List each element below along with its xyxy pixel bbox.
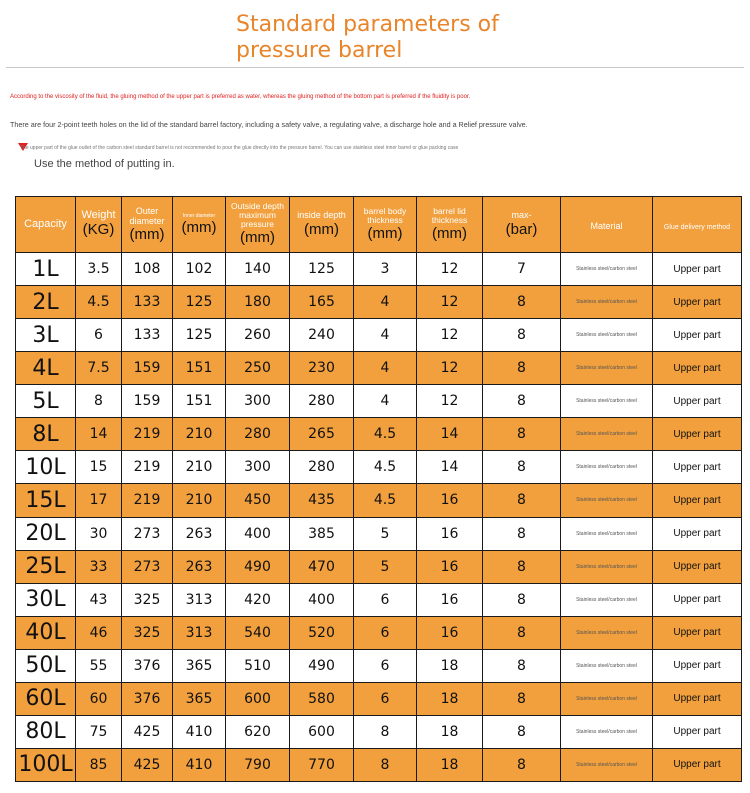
header-outer-diameter: Outer diameter (mm) <box>122 197 173 253</box>
glue-method-cell: Upper part <box>653 715 742 748</box>
inner-diameter-cell: 210 <box>173 418 226 451</box>
outside-depth-cell: 260 <box>226 319 290 352</box>
inside-depth-cell: 600 <box>290 715 354 748</box>
weight-cell: 15 <box>76 451 122 484</box>
note-method: Use the method of putting in. <box>34 158 175 170</box>
table-row <box>16 418 742 451</box>
material-cell: Stainless steel/carbon steel <box>561 484 653 517</box>
outside-depth-cell: 540 <box>226 616 290 649</box>
header-lid-thickness: barrel lid thickness (mm) <box>417 197 483 253</box>
inner-diameter-cell: 365 <box>173 649 226 682</box>
parameters-table <box>15 196 742 782</box>
weight-cell: 7.5 <box>76 352 122 385</box>
inside-depth-cell: 280 <box>290 385 354 418</box>
body-thickness-cell: 6 <box>354 682 417 715</box>
inside-depth-cell: 265 <box>290 418 354 451</box>
outside-depth-cell: 300 <box>226 451 290 484</box>
table-row <box>16 484 742 517</box>
outside-depth-cell: 140 <box>226 253 290 286</box>
outer-diameter-cell: 425 <box>122 715 173 748</box>
table-row <box>16 583 742 616</box>
lid-thickness-cell: 18 <box>417 748 483 781</box>
max-pressure-cell: 8 <box>483 352 561 385</box>
capacity-cell: 10L <box>16 451 76 484</box>
lid-thickness-cell: 16 <box>417 583 483 616</box>
outer-diameter-cell: 133 <box>122 286 173 319</box>
weight-cell: 85 <box>76 748 122 781</box>
capacity-cell: 4L <box>16 352 76 385</box>
weight-cell: 14 <box>76 418 122 451</box>
outside-depth-cell: 180 <box>226 286 290 319</box>
weight-cell: 30 <box>76 517 122 550</box>
outer-diameter-cell: 133 <box>122 319 173 352</box>
capacity-cell: 30L <box>16 583 76 616</box>
body-thickness-cell: 5 <box>354 517 417 550</box>
glue-method-cell: Upper part <box>653 484 742 517</box>
glue-method-cell: Upper part <box>653 352 742 385</box>
body-thickness-cell: 8 <box>354 748 417 781</box>
material-cell: Stainless steel/carbon steel <box>561 616 653 649</box>
material-cell: Stainless steel/carbon steel <box>561 682 653 715</box>
header-inside-depth: inside depth (mm) <box>290 197 354 253</box>
inner-diameter-cell: 151 <box>173 385 226 418</box>
outer-diameter-cell: 219 <box>122 484 173 517</box>
outer-diameter-cell: 376 <box>122 682 173 715</box>
outside-depth-cell: 510 <box>226 649 290 682</box>
table-row <box>16 352 742 385</box>
material-cell: Stainless steel/carbon steel <box>561 715 653 748</box>
outside-depth-cell: 280 <box>226 418 290 451</box>
max-pressure-cell: 8 <box>483 682 561 715</box>
lid-thickness-cell: 14 <box>417 451 483 484</box>
note-carbon-steel: The upper part of the glue outlet of the carbon steel standard barrel is not recommended to pour the glue directly into the pressure barrel. You can use stainless steel inner barrel or glue packing case <box>20 145 459 151</box>
weight-cell: 60 <box>76 682 122 715</box>
outside-depth-cell: 420 <box>226 583 290 616</box>
lid-thickness-cell: 12 <box>417 385 483 418</box>
glue-method-cell: Upper part <box>653 682 742 715</box>
inner-diameter-cell: 151 <box>173 352 226 385</box>
inside-depth-cell: 470 <box>290 550 354 583</box>
inside-depth-cell: 435 <box>290 484 354 517</box>
glue-method-cell: Upper part <box>653 319 742 352</box>
max-pressure-cell: 8 <box>483 649 561 682</box>
table-row <box>16 451 742 484</box>
capacity-cell: 20L <box>16 517 76 550</box>
material-cell: Stainless steel/carbon steel <box>561 451 653 484</box>
weight-cell: 4.5 <box>76 286 122 319</box>
body-thickness-cell: 4.5 <box>354 418 417 451</box>
table-row <box>16 385 742 418</box>
glue-method-cell: Upper part <box>653 451 742 484</box>
outside-depth-cell: 250 <box>226 352 290 385</box>
lid-thickness-cell: 12 <box>417 286 483 319</box>
table-row <box>16 682 742 715</box>
outside-depth-cell: 400 <box>226 517 290 550</box>
capacity-cell: 8L <box>16 418 76 451</box>
outside-depth-cell: 600 <box>226 682 290 715</box>
weight-cell: 3.5 <box>76 253 122 286</box>
lid-thickness-cell: 16 <box>417 517 483 550</box>
inner-diameter-cell: 410 <box>173 715 226 748</box>
inner-diameter-cell: 210 <box>173 484 226 517</box>
outside-depth-cell: 300 <box>226 385 290 418</box>
material-cell: Stainless steel/carbon steel <box>561 583 653 616</box>
table-row <box>16 550 742 583</box>
weight-cell: 17 <box>76 484 122 517</box>
body-thickness-cell: 5 <box>354 550 417 583</box>
weight-cell: 55 <box>76 649 122 682</box>
body-thickness-cell: 6 <box>354 616 417 649</box>
outer-diameter-cell: 325 <box>122 616 173 649</box>
body-thickness-cell: 6 <box>354 649 417 682</box>
max-pressure-cell: 8 <box>483 385 561 418</box>
table-row <box>16 649 742 682</box>
max-pressure-cell: 8 <box>483 319 561 352</box>
body-thickness-cell: 8 <box>354 715 417 748</box>
inner-diameter-cell: 210 <box>173 451 226 484</box>
body-thickness-cell: 4 <box>354 352 417 385</box>
material-cell: Stainless steel/carbon steel <box>561 352 653 385</box>
max-pressure-cell: 8 <box>483 286 561 319</box>
outer-diameter-cell: 273 <box>122 550 173 583</box>
body-thickness-cell: 4.5 <box>354 484 417 517</box>
inner-diameter-cell: 263 <box>173 550 226 583</box>
inside-depth-cell: 240 <box>290 319 354 352</box>
material-cell: Stainless steel/carbon steel <box>561 253 653 286</box>
glue-method-cell: Upper part <box>653 583 742 616</box>
outer-diameter-cell: 425 <box>122 748 173 781</box>
material-cell: Stainless steel/carbon steel <box>561 418 653 451</box>
max-pressure-cell: 8 <box>483 616 561 649</box>
header-weight: Weight (KG) <box>76 197 122 253</box>
inner-diameter-cell: 263 <box>173 517 226 550</box>
inside-depth-cell: 230 <box>290 352 354 385</box>
capacity-cell: 50L <box>16 649 76 682</box>
header-outside-depth: Outside depth maximum pressure (mm) <box>226 197 290 253</box>
weight-cell: 8 <box>76 385 122 418</box>
header-material: Material <box>561 197 653 253</box>
max-pressure-cell: 8 <box>483 418 561 451</box>
inside-depth-cell: 385 <box>290 517 354 550</box>
capacity-cell: 80L <box>16 715 76 748</box>
body-thickness-cell: 3 <box>354 253 417 286</box>
table-header-row <box>16 197 742 253</box>
inner-diameter-cell: 313 <box>173 616 226 649</box>
note-lid-holes: There are four 2-point teeth holes on the lid of the standard barrel factory, including a safety valve, a regulating valve, a discharge hole and a Relief pressure valve. <box>10 120 528 129</box>
lid-thickness-cell: 18 <box>417 649 483 682</box>
material-cell: Stainless steel/carbon steel <box>561 748 653 781</box>
outer-diameter-cell: 108 <box>122 253 173 286</box>
weight-cell: 43 <box>76 583 122 616</box>
inner-diameter-cell: 125 <box>173 319 226 352</box>
body-thickness-cell: 4.5 <box>354 451 417 484</box>
inner-diameter-cell: 313 <box>173 583 226 616</box>
table-row <box>16 286 742 319</box>
max-pressure-cell: 8 <box>483 748 561 781</box>
outer-diameter-cell: 159 <box>122 352 173 385</box>
outer-diameter-cell: 273 <box>122 517 173 550</box>
material-cell: Stainless steel/carbon steel <box>561 385 653 418</box>
lid-thickness-cell: 12 <box>417 253 483 286</box>
header-glue-method: Glue delivery method <box>653 197 742 253</box>
max-pressure-cell: 8 <box>483 517 561 550</box>
outside-depth-cell: 490 <box>226 550 290 583</box>
inside-depth-cell: 490 <box>290 649 354 682</box>
capacity-cell: 100L <box>16 748 76 781</box>
material-cell: Stainless steel/carbon steel <box>561 286 653 319</box>
glue-method-cell: Upper part <box>653 649 742 682</box>
outer-diameter-cell: 376 <box>122 649 173 682</box>
divider <box>6 67 744 68</box>
lid-thickness-cell: 16 <box>417 616 483 649</box>
max-pressure-cell: 8 <box>483 550 561 583</box>
inside-depth-cell: 400 <box>290 583 354 616</box>
capacity-cell: 3L <box>16 319 76 352</box>
lid-thickness-cell: 12 <box>417 319 483 352</box>
glue-method-cell: Upper part <box>653 286 742 319</box>
max-pressure-cell: 8 <box>483 715 561 748</box>
lid-thickness-cell: 18 <box>417 715 483 748</box>
capacity-cell: 25L <box>16 550 76 583</box>
inside-depth-cell: 280 <box>290 451 354 484</box>
inside-depth-cell: 580 <box>290 682 354 715</box>
glue-method-cell: Upper part <box>653 253 742 286</box>
weight-cell: 75 <box>76 715 122 748</box>
header-max-pressure: max- (bar) <box>483 197 561 253</box>
body-thickness-cell: 4 <box>354 319 417 352</box>
table-row <box>16 319 742 352</box>
body-thickness-cell: 4 <box>354 286 417 319</box>
capacity-cell: 15L <box>16 484 76 517</box>
lid-thickness-cell: 16 <box>417 484 483 517</box>
glue-method-cell: Upper part <box>653 748 742 781</box>
lid-thickness-cell: 14 <box>417 418 483 451</box>
table-row <box>16 253 742 286</box>
outer-diameter-cell: 219 <box>122 451 173 484</box>
material-cell: Stainless steel/carbon steel <box>561 649 653 682</box>
inside-depth-cell: 165 <box>290 286 354 319</box>
material-cell: Stainless steel/carbon steel <box>561 517 653 550</box>
header-body-thickness: barrel body thickness (mm) <box>354 197 417 253</box>
outside-depth-cell: 790 <box>226 748 290 781</box>
weight-cell: 33 <box>76 550 122 583</box>
material-cell: Stainless steel/carbon steel <box>561 319 653 352</box>
glue-method-cell: Upper part <box>653 517 742 550</box>
inner-diameter-cell: 125 <box>173 286 226 319</box>
outer-diameter-cell: 159 <box>122 385 173 418</box>
weight-cell: 46 <box>76 616 122 649</box>
glue-method-cell: Upper part <box>653 616 742 649</box>
material-cell: Stainless steel/carbon steel <box>561 550 653 583</box>
table-row <box>16 715 742 748</box>
header-capacity: Capacity <box>16 197 76 253</box>
page-title: Standard parameters of pressure barrel <box>236 12 499 63</box>
inner-diameter-cell: 365 <box>173 682 226 715</box>
inner-diameter-cell: 102 <box>173 253 226 286</box>
inside-depth-cell: 125 <box>290 253 354 286</box>
glue-method-cell: Upper part <box>653 418 742 451</box>
capacity-cell: 60L <box>16 682 76 715</box>
inside-depth-cell: 520 <box>290 616 354 649</box>
max-pressure-cell: 8 <box>483 451 561 484</box>
weight-cell: 6 <box>76 319 122 352</box>
capacity-cell: 1L <box>16 253 76 286</box>
outer-diameter-cell: 325 <box>122 583 173 616</box>
max-pressure-cell: 7 <box>483 253 561 286</box>
inner-diameter-cell: 410 <box>173 748 226 781</box>
table-row <box>16 748 742 781</box>
inside-depth-cell: 770 <box>290 748 354 781</box>
max-pressure-cell: 8 <box>483 583 561 616</box>
glue-method-cell: Upper part <box>653 550 742 583</box>
outside-depth-cell: 620 <box>226 715 290 748</box>
lid-thickness-cell: 12 <box>417 352 483 385</box>
max-pressure-cell: 8 <box>483 484 561 517</box>
capacity-cell: 40L <box>16 616 76 649</box>
capacity-cell: 5L <box>16 385 76 418</box>
table-row <box>16 616 742 649</box>
outside-depth-cell: 450 <box>226 484 290 517</box>
table-body <box>16 253 742 782</box>
note-viscosity: According to the viscosity of the fluid, the gluing method of the upper part is preferred as water, whereas the gluing method of the bottom part is preferred if the fluidity is poor. <box>10 94 471 100</box>
outer-diameter-cell: 219 <box>122 418 173 451</box>
body-thickness-cell: 6 <box>354 583 417 616</box>
lid-thickness-cell: 16 <box>417 550 483 583</box>
header-inner-diameter: Inner diameter (mm) <box>173 197 226 253</box>
table-row <box>16 517 742 550</box>
glue-method-cell: Upper part <box>653 385 742 418</box>
body-thickness-cell: 4 <box>354 385 417 418</box>
lid-thickness-cell: 18 <box>417 682 483 715</box>
capacity-cell: 2L <box>16 286 76 319</box>
